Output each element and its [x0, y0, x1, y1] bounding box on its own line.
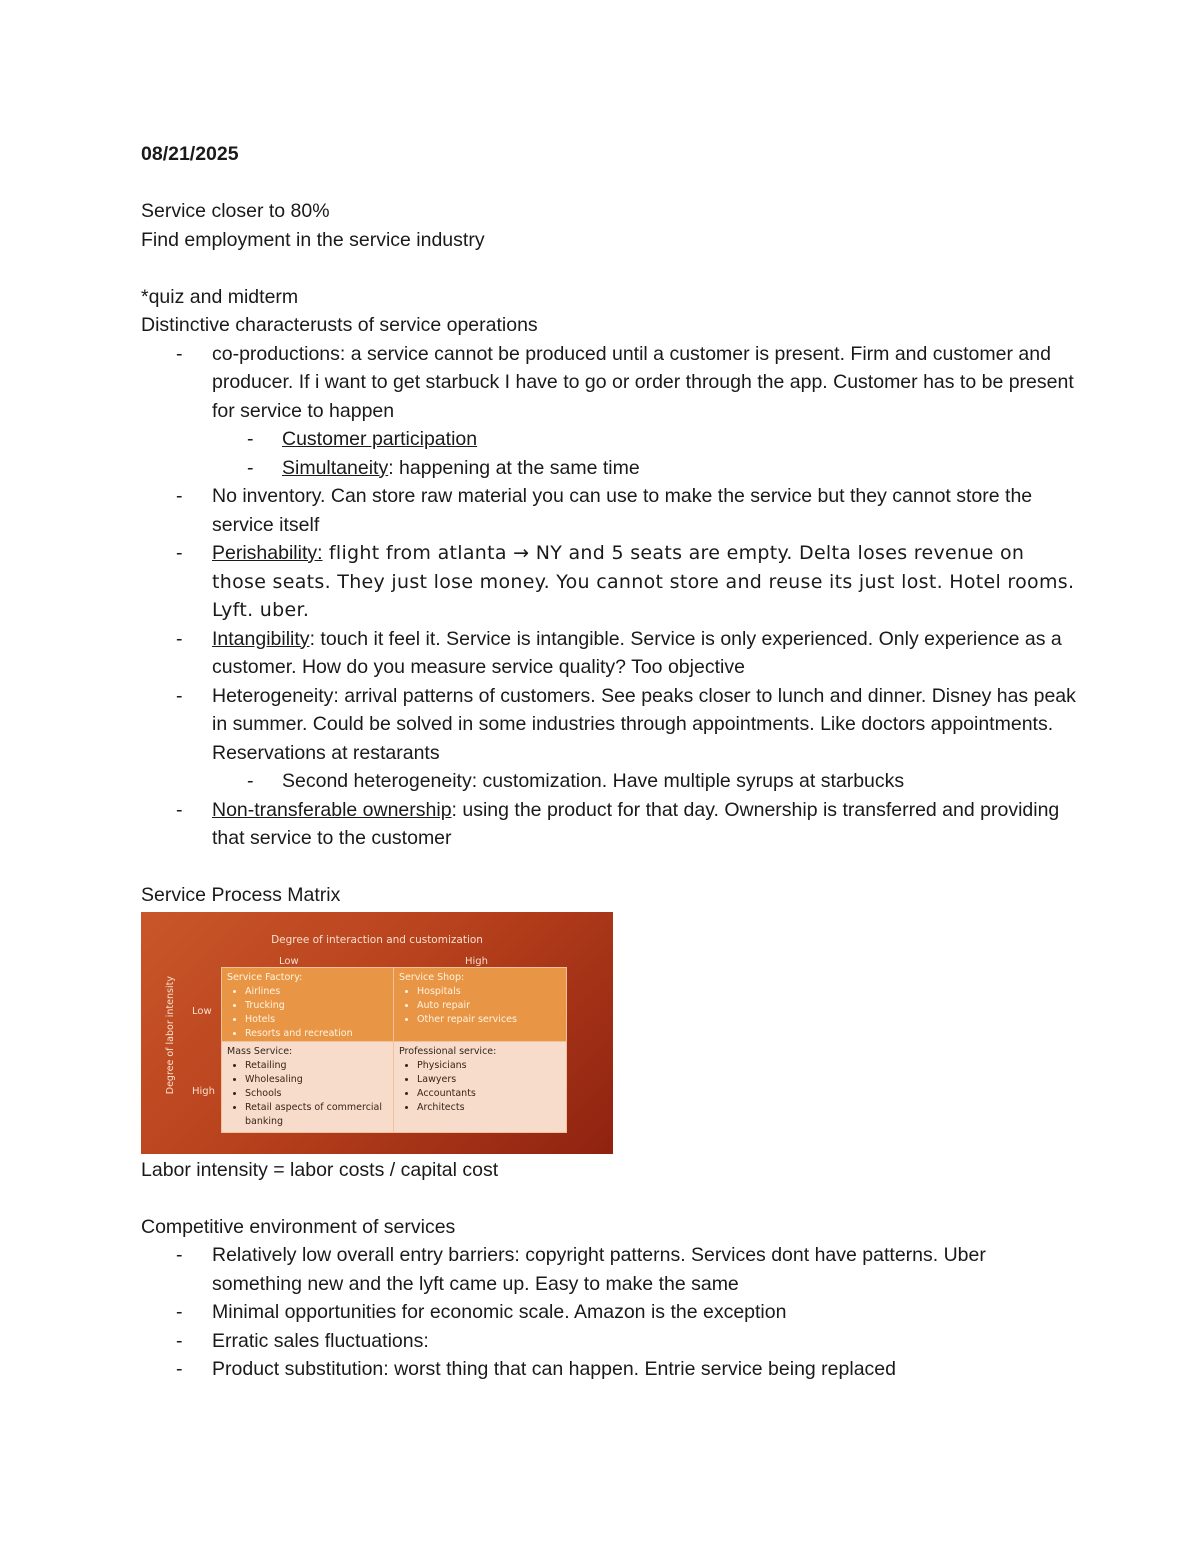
item-intangibility-text: : touch it feel it. Service is intangible. Service is only experienced. Only experience as a customer. How do you measure service quality? Too objective [212, 627, 1062, 678]
item-product-substitution: Product substitution: worst thing that can happen. Entrie service being replaced [212, 1358, 896, 1380]
matrix-title: Degree of interaction and customization [271, 933, 483, 946]
cell-item: • Physicians [417, 1059, 561, 1073]
cell-item: • Schools [245, 1087, 388, 1101]
section-heading-competitive: Competitive environment of services [141, 1215, 456, 1238]
list-item [141, 767, 1081, 796]
list-item [141, 1241, 1081, 1298]
list-item [141, 454, 1081, 483]
cell-item: • Airlines [245, 985, 388, 999]
matrix-row-low: Low [192, 1005, 212, 1017]
cell-mass-service [222, 1042, 394, 1132]
term-non-transferable: Non-transferable ownership [212, 798, 452, 821]
item-simultaneity-text: : happening at the same time [388, 456, 640, 479]
bullet-dash: - [247, 456, 254, 479]
bullet-dash: - [176, 1358, 183, 1380]
item-entry-barriers: Relatively low overall entry barriers: copyright patterns. Services dont have patterns. Uber something new and the lyft came up. Easy to make the same [212, 1244, 986, 1295]
matrix-col-low: Low [279, 955, 299, 967]
section-heading-characteristics: Distinctive characterusts of service operations [141, 314, 538, 336]
bullet-dash: - [176, 684, 183, 707]
term-simultaneity: Simultaneity [282, 456, 389, 479]
item-non-transferable-text: : using the product for that day. Ownership is transferred and providing that service to the customer [212, 798, 1060, 849]
cell-item: • Architects [417, 1101, 561, 1115]
cell-title: Service Shop: [399, 971, 465, 983]
term-perishability: Perishability: [212, 542, 323, 564]
item-coproduction: co-productions: a service cannot be produced until a customer is present. Firm and customer and producer. If i want to get starbuck I have to go or order through the app. Customer has to be present for service to happen [212, 342, 1074, 422]
intro-line-1: Service closer to 80% [141, 200, 330, 222]
cell-item: • Wholesaling [245, 1073, 388, 1087]
notes-body [141, 140, 1081, 1384]
matrix-heading: Service Process Matrix [141, 884, 341, 906]
cell-item: • Hotels [245, 1013, 388, 1027]
bullet-dash: - [176, 1244, 183, 1266]
list-item [141, 796, 1081, 853]
cell-item: • Retail aspects of commercial banking [245, 1101, 388, 1129]
list-item [141, 482, 1081, 539]
item-customer-participation: Customer participation [282, 428, 478, 450]
intro-line-2: Find employment in the service industry [141, 228, 485, 251]
cell-title: Service Factory: [227, 971, 303, 983]
note-date: 08/21/2025 [141, 143, 239, 165]
matrix-grid [221, 967, 567, 1133]
cell-item: • Accountants [417, 1087, 561, 1101]
item-heterogeneity: Heterogeneity: arrival patterns of customers. See peaks closer to lunch and dinner. Disney has peak in summer. Could be solved in some industries through appointments. Like doctors appointments. Reservations at restarants [212, 684, 1076, 764]
bullet-dash: - [176, 485, 183, 507]
cell-item: • Auto repair [417, 999, 561, 1013]
list-item [141, 625, 1081, 682]
cell-title: Professional service: [399, 1045, 497, 1057]
cell-service-factory [222, 968, 394, 1042]
item-no-inventory: No inventory. Can store raw material you can use to make the service but they cannot store the service itself [212, 485, 1033, 536]
list-item [141, 1327, 1081, 1356]
cell-item: • Retailing [245, 1059, 388, 1073]
list-item [141, 682, 1081, 768]
cell-item: • Hospitals [417, 985, 561, 999]
labor-intensity-formula: Labor intensity = labor costs / capital cost [141, 1158, 499, 1181]
cell-title: Mass Service: [227, 1045, 293, 1057]
item-economic-scale: Minimal opportunities for economic scale. Amazon is the exception [212, 1301, 787, 1323]
cell-item: • Other repair services [417, 1013, 561, 1027]
bullet-dash: - [176, 627, 183, 650]
cell-item: • Lawyers [417, 1073, 561, 1087]
matrix-row-axis-label: Degree of labor intensity [164, 975, 176, 1094]
list-item [141, 1355, 1081, 1384]
cell-item: • Resorts and recreation [245, 1027, 388, 1041]
item-sales-fluctuations: Erratic sales fluctuations: [212, 1329, 429, 1352]
bullet-dash: - [247, 770, 254, 792]
quiz-note: *quiz and midterm [141, 285, 299, 308]
cell-professional-service [394, 1042, 566, 1132]
cell-service-shop [394, 968, 566, 1042]
term-intangibility: Intangibility [212, 627, 310, 650]
list-item [141, 425, 1081, 454]
bullet-dash: - [176, 1301, 183, 1323]
matrix-row-high: High [192, 1085, 215, 1097]
bullet-dash: - [176, 542, 183, 564]
list-item [141, 340, 1081, 426]
list-item [141, 539, 1081, 625]
bullet-dash: - [176, 798, 183, 821]
bullet-dash: - [176, 342, 183, 365]
service-process-matrix-image [141, 912, 613, 1154]
list-item [141, 1298, 1081, 1327]
cell-item: • Trucking [245, 999, 388, 1013]
matrix-col-high: High [465, 955, 488, 967]
bullet-dash: - [247, 428, 254, 450]
bullet-dash: - [176, 1329, 183, 1352]
item-second-heterogeneity: Second heterogeneity: customization. Have multiple syrups at starbucks [282, 770, 905, 792]
item-perishability-text: flight from atlanta → NY and 5 seats are empty. Delta loses revenue on those seats. They just lose money. You cannot store and reuse its just lost. Hotel rooms. Lyft. uber. [212, 542, 1075, 621]
